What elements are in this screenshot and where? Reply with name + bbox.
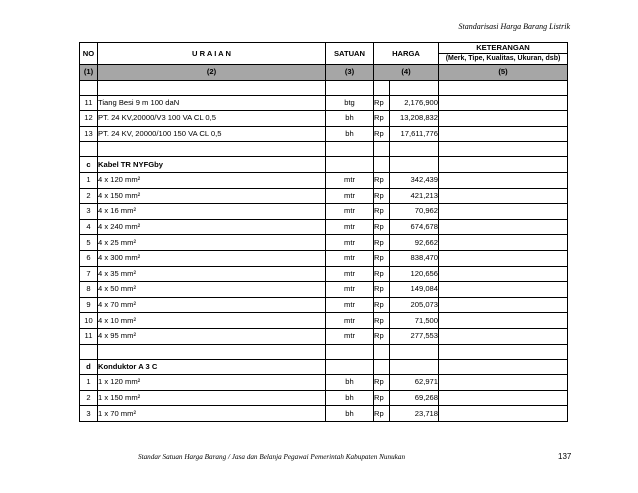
table-row xyxy=(80,266,568,282)
cell-unit: mtr xyxy=(326,204,374,220)
cell-unit: bh xyxy=(326,406,374,422)
cell-no: 6 xyxy=(80,250,98,266)
cell-note xyxy=(439,282,568,298)
section-no: d xyxy=(80,359,98,375)
cell-no xyxy=(80,142,98,157)
cell-currency: Rp xyxy=(374,313,390,329)
cell-unit xyxy=(326,157,374,173)
cell-no: 8 xyxy=(80,282,98,298)
table-row xyxy=(80,172,568,188)
cell-currency: Rp xyxy=(374,126,390,142)
cell-desc: PT. 24 KV, 20000/100 150 VA CL 0,5 xyxy=(98,126,326,142)
cell-no: 2 xyxy=(80,390,98,406)
cell-note xyxy=(439,406,568,422)
section-title: Kabel TR NYFGby xyxy=(98,157,326,173)
cell-note xyxy=(439,235,568,251)
cell-unit: mtr xyxy=(326,266,374,282)
cell-unit: mtr xyxy=(326,219,374,235)
cell-currency: Rp xyxy=(374,266,390,282)
cell-price xyxy=(390,344,439,359)
blank-row xyxy=(80,80,568,95)
cell-note xyxy=(439,297,568,313)
cell-note xyxy=(439,188,568,204)
cell-desc: 1 x 120 mm² xyxy=(98,375,326,391)
cell-no: 1 xyxy=(80,172,98,188)
cell-note xyxy=(439,111,568,127)
cell-price: 149,084 xyxy=(390,282,439,298)
cell-price xyxy=(390,157,439,173)
cell-no: 13 xyxy=(80,126,98,142)
cell-price: 674,678 xyxy=(390,219,439,235)
cell-note xyxy=(439,142,568,157)
table-row xyxy=(80,297,568,313)
cell-unit: bh xyxy=(326,126,374,142)
cell-currency xyxy=(374,359,390,375)
cell-no: 7 xyxy=(80,266,98,282)
cell-price: 342,439 xyxy=(390,172,439,188)
cell-note xyxy=(439,328,568,344)
colnum-5: (5) xyxy=(439,65,568,81)
table-row xyxy=(80,390,568,406)
cell-price: 838,470 xyxy=(390,250,439,266)
page-number: 137 xyxy=(558,452,572,461)
table-row xyxy=(80,219,568,235)
column-number-row xyxy=(80,65,568,81)
cell-desc: 1 x 70 mm² xyxy=(98,406,326,422)
cell-desc: 4 x 70 mm² xyxy=(98,297,326,313)
header-satuan: SATUAN xyxy=(326,43,374,65)
cell-note xyxy=(439,313,568,329)
cell-no: 3 xyxy=(80,204,98,220)
cell-price: 23,718 xyxy=(390,406,439,422)
cell-currency xyxy=(374,157,390,173)
cell-desc: 4 x 240 mm² xyxy=(98,219,326,235)
cell-currency: Rp xyxy=(374,390,390,406)
cell-currency: Rp xyxy=(374,297,390,313)
cell-note xyxy=(439,266,568,282)
cell-price: 69,268 xyxy=(390,390,439,406)
table-row xyxy=(80,328,568,344)
cell-no: 12 xyxy=(80,111,98,127)
header-harga: HARGA xyxy=(374,43,439,65)
cell-currency: Rp xyxy=(374,328,390,344)
cell-note xyxy=(439,344,568,359)
cell-unit: mtr xyxy=(326,235,374,251)
cell-price xyxy=(390,142,439,157)
cell-desc: 1 x 150 mm² xyxy=(98,390,326,406)
cell-desc: Tiang Besi 9 m 100 daN xyxy=(98,95,326,111)
cell-unit xyxy=(326,344,374,359)
cell-currency: Rp xyxy=(374,235,390,251)
colnum-4: (4) xyxy=(374,65,439,81)
cell-note xyxy=(439,375,568,391)
cell-desc: 4 x 16 mm² xyxy=(98,204,326,220)
cell-note xyxy=(439,80,568,95)
cell-note xyxy=(439,126,568,142)
cell-desc: 4 x 10 mm² xyxy=(98,313,326,329)
cell-no: 11 xyxy=(80,328,98,344)
cell-currency: Rp xyxy=(374,95,390,111)
cell-currency: Rp xyxy=(374,204,390,220)
header-row xyxy=(80,43,568,54)
cell-price: 62,971 xyxy=(390,375,439,391)
cell-desc xyxy=(98,142,326,157)
table-row xyxy=(80,126,568,142)
cell-currency: Rp xyxy=(374,111,390,127)
cell-unit: mtr xyxy=(326,188,374,204)
cell-currency: Rp xyxy=(374,250,390,266)
cell-price: 92,662 xyxy=(390,235,439,251)
cell-price xyxy=(390,80,439,95)
cell-no: 3 xyxy=(80,406,98,422)
table-row xyxy=(80,235,568,251)
table-row xyxy=(80,282,568,298)
cell-desc: 4 x 120 mm² xyxy=(98,172,326,188)
cell-desc xyxy=(98,344,326,359)
cell-currency xyxy=(374,344,390,359)
cell-no: 5 xyxy=(80,235,98,251)
cell-currency xyxy=(374,80,390,95)
table-row xyxy=(80,204,568,220)
cell-note xyxy=(439,390,568,406)
cell-price: 71,500 xyxy=(390,313,439,329)
cell-currency: Rp xyxy=(374,172,390,188)
section-row xyxy=(80,157,568,173)
cell-no: 11 xyxy=(80,95,98,111)
cell-unit: bh xyxy=(326,390,374,406)
cell-no: 9 xyxy=(80,297,98,313)
table-body xyxy=(80,80,568,421)
cell-no: 4 xyxy=(80,219,98,235)
cell-currency: Rp xyxy=(374,282,390,298)
cell-currency: Rp xyxy=(374,406,390,422)
cell-unit xyxy=(326,80,374,95)
blank-row xyxy=(80,344,568,359)
cell-desc: 4 x 150 mm² xyxy=(98,188,326,204)
cell-unit: bh xyxy=(326,111,374,127)
cell-desc: 4 x 300 mm² xyxy=(98,250,326,266)
table-row xyxy=(80,313,568,329)
table-row xyxy=(80,375,568,391)
cell-no xyxy=(80,344,98,359)
table-row xyxy=(80,406,568,422)
cell-note xyxy=(439,172,568,188)
cell-unit: bh xyxy=(326,375,374,391)
section-title: Konduktor A 3 C xyxy=(98,359,326,375)
cell-price: 421,213 xyxy=(390,188,439,204)
cell-unit: mtr xyxy=(326,297,374,313)
colnum-3: (3) xyxy=(326,65,374,81)
cell-price xyxy=(390,359,439,375)
cell-price: 70,962 xyxy=(390,204,439,220)
cell-unit: mtr xyxy=(326,172,374,188)
cell-no: 1 xyxy=(80,375,98,391)
cell-unit: mtr xyxy=(326,282,374,298)
header-keterangan: KETERANGAN xyxy=(439,43,568,54)
colnum-1: (1) xyxy=(80,65,98,81)
cell-price: 13,208,832 xyxy=(390,111,439,127)
cell-note xyxy=(439,204,568,220)
cell-price: 277,553 xyxy=(390,328,439,344)
cell-desc: 4 x 25 mm² xyxy=(98,235,326,251)
cell-currency xyxy=(374,142,390,157)
running-header: Standarisasi Harga Barang Listrik xyxy=(458,22,570,31)
cell-note xyxy=(439,250,568,266)
cell-currency: Rp xyxy=(374,188,390,204)
table-row xyxy=(80,188,568,204)
table-row xyxy=(80,250,568,266)
cell-note xyxy=(439,219,568,235)
section-row xyxy=(80,359,568,375)
header-uraian: U R A I A N xyxy=(98,43,326,65)
cell-desc: 4 x 50 mm² xyxy=(98,282,326,298)
table-row xyxy=(80,95,568,111)
cell-unit xyxy=(326,359,374,375)
cell-note xyxy=(439,157,568,173)
cell-price: 2,176,900 xyxy=(390,95,439,111)
header-no: NO xyxy=(80,43,98,65)
cell-desc: 4 x 35 mm² xyxy=(98,266,326,282)
footer-text: Standar Satuan Harga Barang / Jasa dan Belanja Pegawai Pemerintah Kabupaten Nunukan xyxy=(138,453,406,461)
colnum-2: (2) xyxy=(98,65,326,81)
cell-price: 205,073 xyxy=(390,297,439,313)
cell-unit xyxy=(326,142,374,157)
blank-row xyxy=(80,142,568,157)
section-no: c xyxy=(80,157,98,173)
cell-no: 2 xyxy=(80,188,98,204)
cell-unit: mtr xyxy=(326,313,374,329)
table-row xyxy=(80,111,568,127)
cell-price: 17,611,776 xyxy=(390,126,439,142)
price-table xyxy=(79,42,568,422)
cell-note xyxy=(439,359,568,375)
cell-price: 120,656 xyxy=(390,266,439,282)
cell-note xyxy=(439,95,568,111)
cell-no xyxy=(80,80,98,95)
cell-desc xyxy=(98,80,326,95)
cell-desc: 4 x 95 mm² xyxy=(98,328,326,344)
cell-unit: mtr xyxy=(326,250,374,266)
cell-no: 10 xyxy=(80,313,98,329)
cell-unit: mtr xyxy=(326,328,374,344)
cell-unit: btg xyxy=(326,95,374,111)
cell-desc: PT. 24 KV,20000/V3 100 VA CL 0,5 xyxy=(98,111,326,127)
header-keterangan-sub: (Merk, Tipe, Kualitas, Ukuran, dsb) xyxy=(439,54,568,65)
cell-currency: Rp xyxy=(374,219,390,235)
cell-currency: Rp xyxy=(374,375,390,391)
